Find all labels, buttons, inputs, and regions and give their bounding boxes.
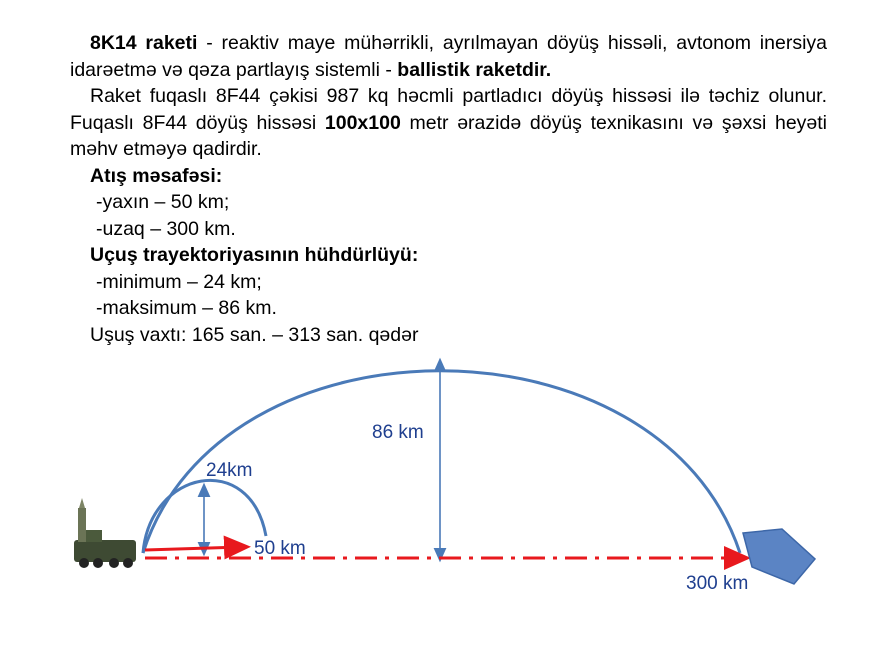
warhead-desc-2: metr ərazidə döyüş texnikasını və şəxsi heyəti məhv etməyə qadirdir. bbox=[70, 111, 828, 160]
warhead-desc-1: Raket fuqaslı 8F44 çəkisi 987 kq həcmli partladıcı döyüş hissəsi ilə təchiz olunur. Fuqaslı 8F44 döyüş hissəsi bbox=[70, 85, 827, 134]
launcher-vehicle-icon bbox=[74, 498, 136, 568]
range-far: -uzaq – 300 km. bbox=[96, 217, 236, 240]
target-area-icon bbox=[743, 529, 815, 584]
missile-class: ballistik raketdir. bbox=[397, 58, 552, 81]
altitude-heading-text: Uçuş trayektoriyasının hühdürlüyü: bbox=[90, 244, 419, 266]
label-300km: 300 km bbox=[686, 573, 749, 594]
label-86km: 86 km bbox=[372, 422, 424, 443]
flight-time: Uşuş vaxtı: 165 san. – 313 san. qədər bbox=[90, 323, 419, 346]
warhead-area: 100x100 bbox=[324, 111, 401, 134]
label-24km: 24km bbox=[206, 460, 253, 481]
missile-name: 8K14 raketi bbox=[90, 32, 198, 54]
missile-desc: - reaktiv maye mühərrikli, ayrılmayan döyüş hissəli, avtonom inersiya idarəetmə və qəza partlayış sistemli - bbox=[70, 32, 827, 81]
range-heading-text: Atış məsafəsi: bbox=[90, 164, 223, 187]
short-range-arrow bbox=[145, 547, 242, 550]
altitude-min: -minimum – 24 km; bbox=[96, 270, 262, 293]
label-50km: 50 km bbox=[254, 538, 306, 559]
altitude-max: -maksimum – 86 km. bbox=[96, 297, 277, 319]
range-near: -yaxın – 50 km; bbox=[96, 191, 230, 213]
